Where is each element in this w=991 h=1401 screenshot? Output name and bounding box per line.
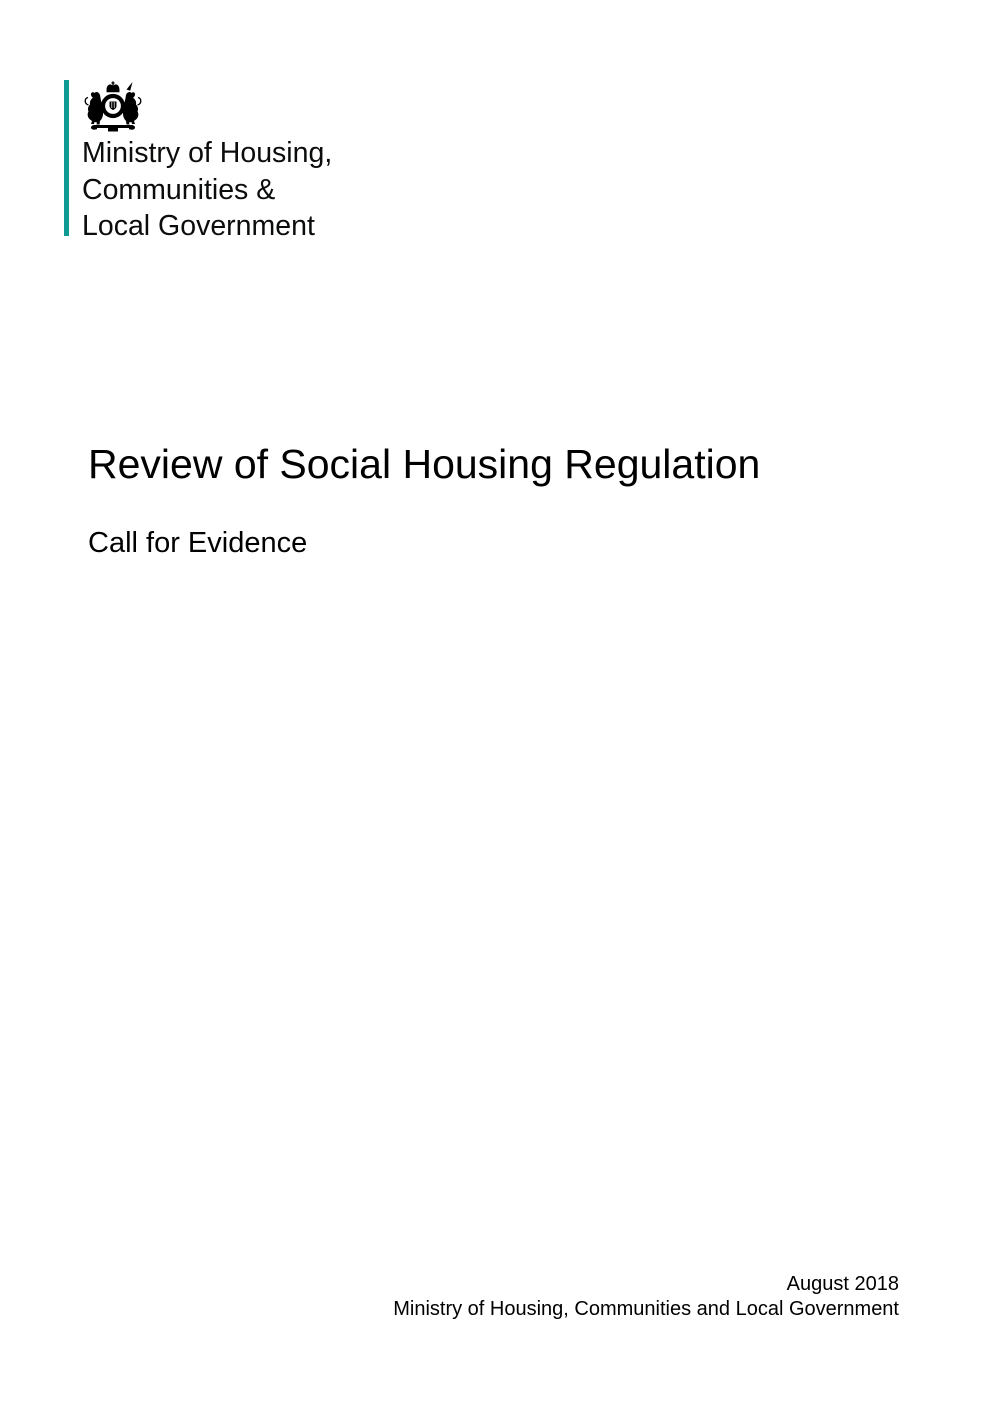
cover-footer — [393, 1272, 899, 1322]
document-title: Review of Social Housing Regulation — [88, 441, 761, 487]
document-subtitle: Call for Evidence — [88, 527, 308, 559]
department-name-line-2: Communities & — [82, 173, 276, 206]
publishing-department: Ministry of Housing, Communities and Local Government — [393, 1298, 899, 1320]
publication-date: August 2018 — [786, 1273, 899, 1295]
department-name-line-3: Local Government — [82, 210, 315, 242]
royal-coat-of-arms-icon — [80, 81, 146, 135]
department-name-line-1: Ministry of Housing, — [82, 137, 333, 169]
brand-bar — [64, 80, 69, 236]
department-name — [82, 135, 332, 245]
